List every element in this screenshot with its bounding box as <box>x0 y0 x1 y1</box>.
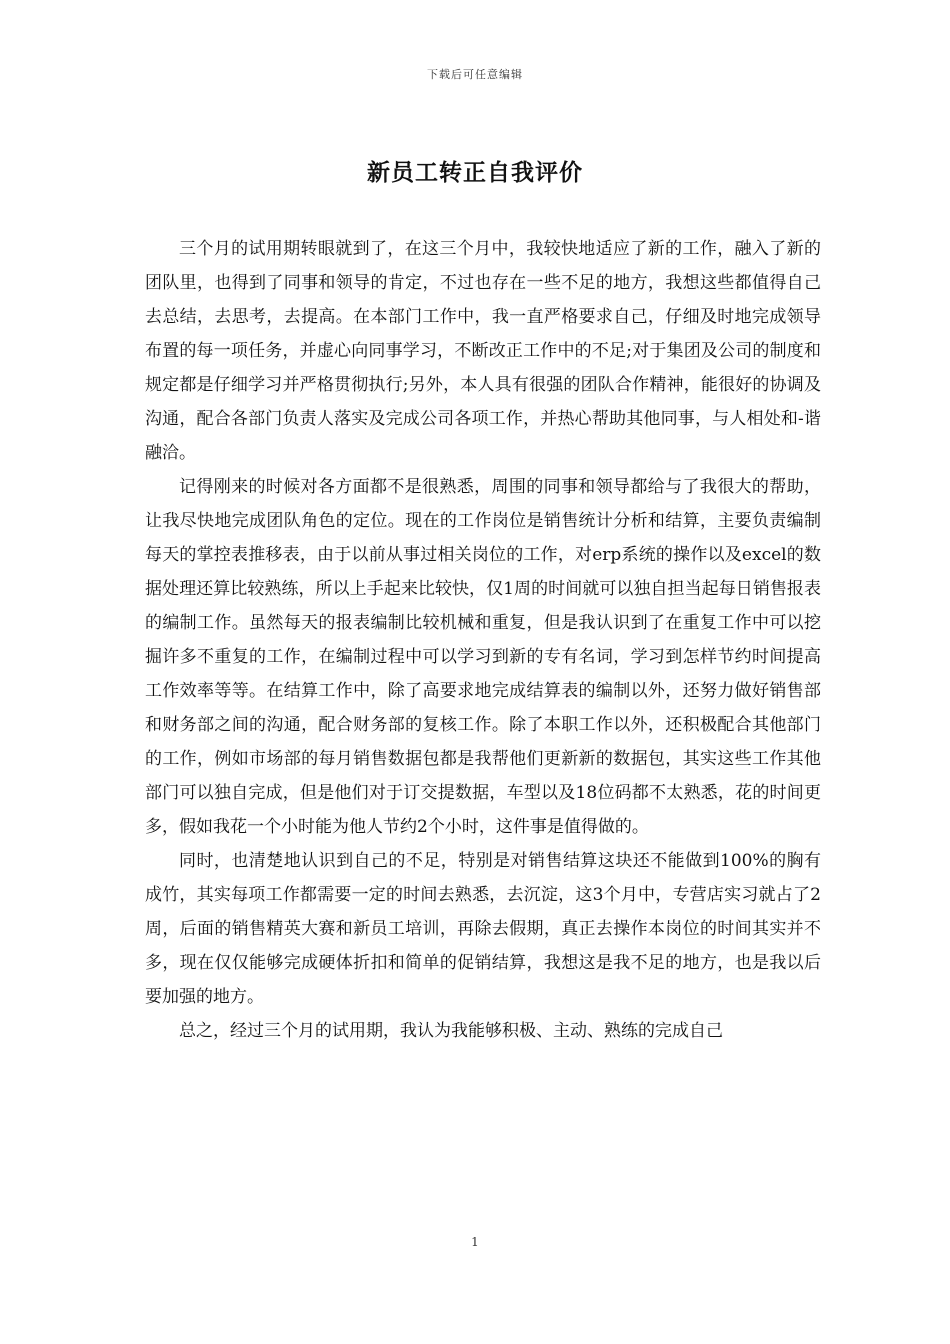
page-header-note: 下载后可任意编辑 <box>427 68 523 81</box>
paragraph-2: 记得刚来的时候对各方面都不是很熟悉，周围的同事和领导都给与了我很大的帮助，让我尽快地完成团队角色的定位。现在的工作岗位是销售统计分析和结算，主要负责编制每天的掌控表推移表，由于以前从事过相关岗位的工作，对erp系统的操作以及excel的数据处理还算比较熟练，所以上手起来比较快，仅1周的时间就可以独自担当起每日销售报表的编制工作。虽然每天的报表编制比较机械和重复，但是我认识到了在重复工作中可以挖掘许多不重复的工作，在编制过程中可以学习到新的专有名词，学习到怎样节约时间提高工作效率等等。在结算工作中，除了高要求地完成结算表的编制以外，还努力做好销售部和财务部之间的沟通，配合财务部的复核工作。除了本职工作以外，还积极配合其他部门的工作，例如市场部的每月销售数据包都是我帮他们更新新的数据包，其实这些工作其他部门可以独自完成，但是他们对于订交提数据，车型以及18位码都不太熟悉，花的时间更多，假如我花一个小时能为他人节约2个小时，这件事是值得做的。 <box>145 477 821 837</box>
page-number: 1 <box>471 1235 479 1249</box>
paragraph-3: 同时，也清楚地认识到自己的不足，特别是对销售结算这块还不能做到100%的胸有成竹，其实每项工作都需要一定的时间去熟悉，去沉淀，这3个月中，专营店实习就占了2周，后面的销售精英大赛和新员工培训，再除去假期，真正去操作本岗位的时间其实并不多，现在仅仅能够完成硬体折扣和简单的促销结算，我想这是我不足的地方，也是我以后要加强的地方。 <box>145 851 821 1007</box>
paragraph-1: 三个月的试用期转眼就到了，在这三个月中，我较快地适应了新的工作，融入了新的团队里，也得到了同事和领导的肯定，不过也存在一些不足的地方，我想这些都值得自己去总结，去思考，去提高。在本部门工作中，我一直严格要求自己，仔细及时地完成领导布置的每一项任务，并虚心向同事学习，不断改正工作中的不足;对于集团及公司的制度和规定都是仔细学习并严格贯彻执行;另外，本人具有很强的团队合作精神，能很好的协调及沟通，配合各部门负责人落实及完成公司各项工作，并热心帮助其他同事，与人相处和-谐融洽。 <box>145 239 821 463</box>
document-title: 新员工转正自我评价 <box>367 159 583 186</box>
document-body <box>145 232 821 1048</box>
paragraph-4: 总之，经过三个月的试用期，我认为我能够积极、主动、熟练的完成自己 <box>179 1021 723 1041</box>
